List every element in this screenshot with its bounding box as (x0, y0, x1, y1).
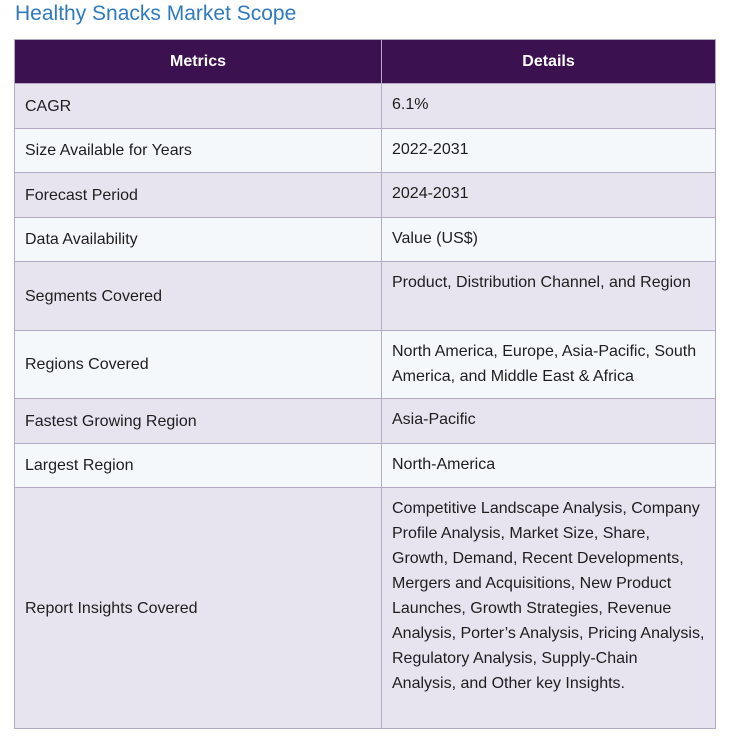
detail-cell: Product, Distribution Channel, and Region (382, 262, 716, 331)
table-row (15, 488, 716, 729)
detail-cell: Value (US$) (382, 218, 716, 262)
table-row (15, 262, 716, 331)
metric-cell: CAGR (15, 84, 382, 129)
metric-cell: Fastest Growing Region (15, 399, 382, 444)
detail-cell: Competitive Landscape Analysis, Company Profile Analysis, Market Size, Share, Growth, Demand, Recent Developments, Mergers and Acquisitions, New Product Launches, Growth Strategies, Revenue Analysis, Porter’s Analysis, Pricing Analysis, Regulatory Analysis, Supply-Chain Analysis, and Other key Insights. (382, 488, 716, 729)
table-row (15, 173, 716, 218)
detail-cell: 6.1% (382, 84, 716, 129)
page-title: Healthy Snacks Market Scope (15, 2, 297, 25)
metric-cell: Forecast Period (15, 173, 382, 218)
metric-cell: Largest Region (15, 444, 382, 488)
detail-cell: Asia-Pacific (382, 399, 716, 444)
table-row (15, 129, 716, 173)
table-row (15, 84, 716, 129)
metric-cell: Data Availability (15, 218, 382, 262)
column-header-details: Details (382, 40, 716, 84)
metric-cell: Report Insights Covered (15, 488, 382, 729)
detail-cell: North America, Europe, Asia-Pacific, South America, and Middle East & Africa (382, 331, 716, 399)
table-header-row (15, 40, 716, 84)
detail-cell: 2022-2031 (382, 129, 716, 173)
table-row (15, 444, 716, 488)
detail-cell: North-America (382, 444, 716, 488)
detail-cell: 2024-2031 (382, 173, 716, 218)
market-scope-table (14, 39, 716, 729)
metric-cell: Size Available for Years (15, 129, 382, 173)
metric-cell: Regions Covered (15, 331, 382, 399)
column-header-metrics: Metrics (15, 40, 382, 84)
table-row (15, 399, 716, 444)
metric-cell: Segments Covered (15, 262, 382, 331)
table-row (15, 331, 716, 399)
table-row (15, 218, 716, 262)
